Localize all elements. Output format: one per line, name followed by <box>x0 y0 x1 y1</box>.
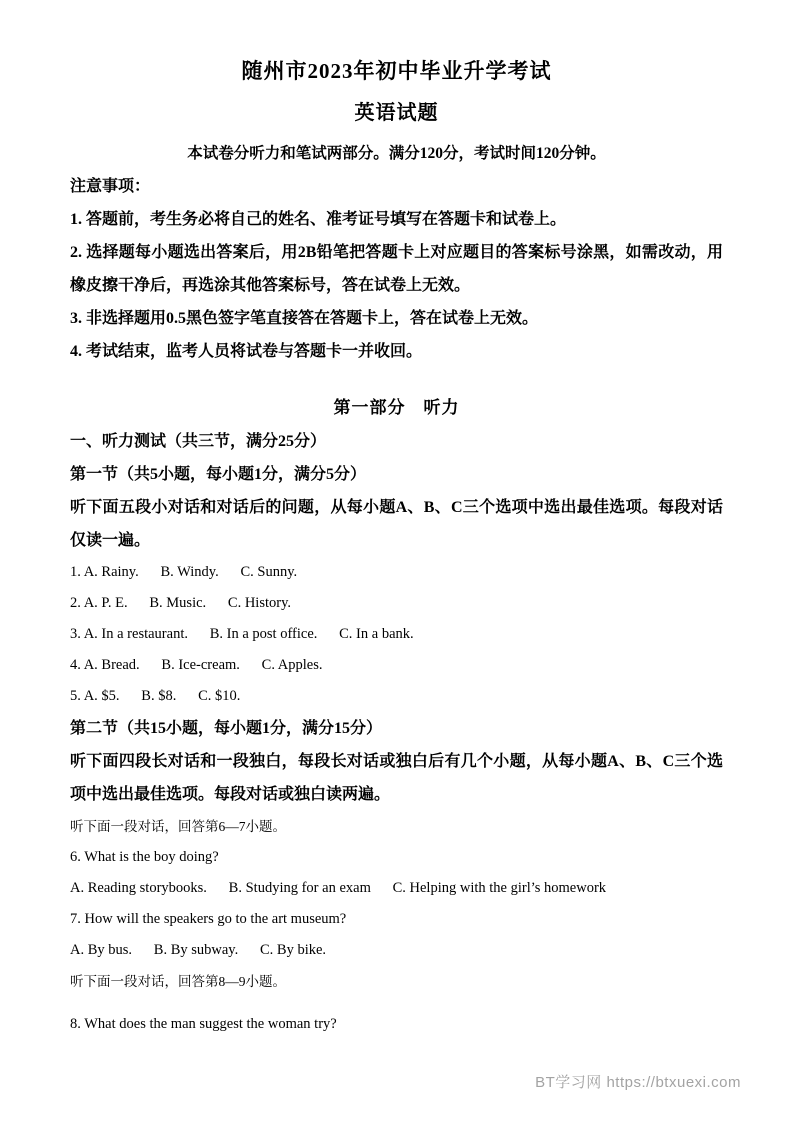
note-item-3: 3. 非选择题用0.5黑色签字笔直接答在答题卡上，答在试卷上无效。 <box>70 310 539 327</box>
question-7-options: A. By bus. B. By subway. C. By bike. <box>70 942 327 958</box>
section2-heading: 第二节（共15小题，每小题1分，满分15分） <box>70 720 383 737</box>
exam-intro-line: 本试卷分听力和笔试两部分。满分120分，考试时间120分钟。 <box>187 145 606 162</box>
exam-subtitle: 英语试题 <box>354 102 439 124</box>
dialog-cue-8-9: 听下面一段对话，回答第8—9小题。 <box>70 974 286 989</box>
exam-title: 随州市2023年初中毕业升学考试 <box>241 59 552 83</box>
site-watermark: BT学习网 https://btxuexi.com <box>535 1074 741 1091</box>
question-4-options: 4. A. Bread. B. Ice-cream. C. Apples. <box>70 657 323 673</box>
section1-instructions: 听下面五段小对话和对话后的问题，从每小题A、B、C三个选项中选出最佳选项。每段对话仅读一遍。 <box>70 499 723 549</box>
question-8: 8. What does the man suggest the woman try? <box>70 1016 337 1032</box>
dialog-cue-6-7: 听下面一段对话，回答第6—7小题。 <box>70 819 286 834</box>
section1-heading: 第一节（共5小题，每小题1分，满分5分） <box>70 466 367 483</box>
question-5-options: 5. A. $5. B. $8. C. $10. <box>70 688 241 704</box>
note-item-4: 4. 考试结束，监考人员将试卷与答题卡一并收回。 <box>70 343 423 360</box>
question-3-options: 3. A. In a restaurant. B. In a post office. C. In a bank. <box>70 626 414 642</box>
note-item-2: 2. 选择题每小题选出答案后，用2B铅笔把答题卡上对应题目的答案标号涂黑，如需改动，用橡皮擦干净后，再选涂其他答案标号，答在试卷上无效。 <box>70 244 723 294</box>
note-item-1: 1. 答题前，考生务必将自己的姓名、准考证号填写在答题卡和试卷上。 <box>70 211 567 228</box>
part1-heading: 第一部分 听力 <box>333 398 460 417</box>
notes-label: 注意事项： <box>70 178 151 195</box>
listening-overview: 一、听力测试（共三节，满分25分） <box>70 433 327 450</box>
section2-instructions: 听下面四段长对话和一段独白，每段长对话或独白后有几个小题，从每小题A、B、C三个选项中选出最佳选项。每段对话或独白读两遍。 <box>70 753 723 803</box>
question-6-options: A. Reading storybooks. B. Studying for an exam C. Helping with the girl’s homework <box>70 880 607 896</box>
question-2-options: 2. A. P. E. B. Music. C. History. <box>70 595 292 611</box>
question-6: 6. What is the boy doing? <box>70 849 219 865</box>
question-7: 7. How will the speakers go to the art museum? <box>70 911 347 927</box>
question-1-options: 1. A. Rainy. B. Windy. C. Sunny. <box>70 564 298 580</box>
